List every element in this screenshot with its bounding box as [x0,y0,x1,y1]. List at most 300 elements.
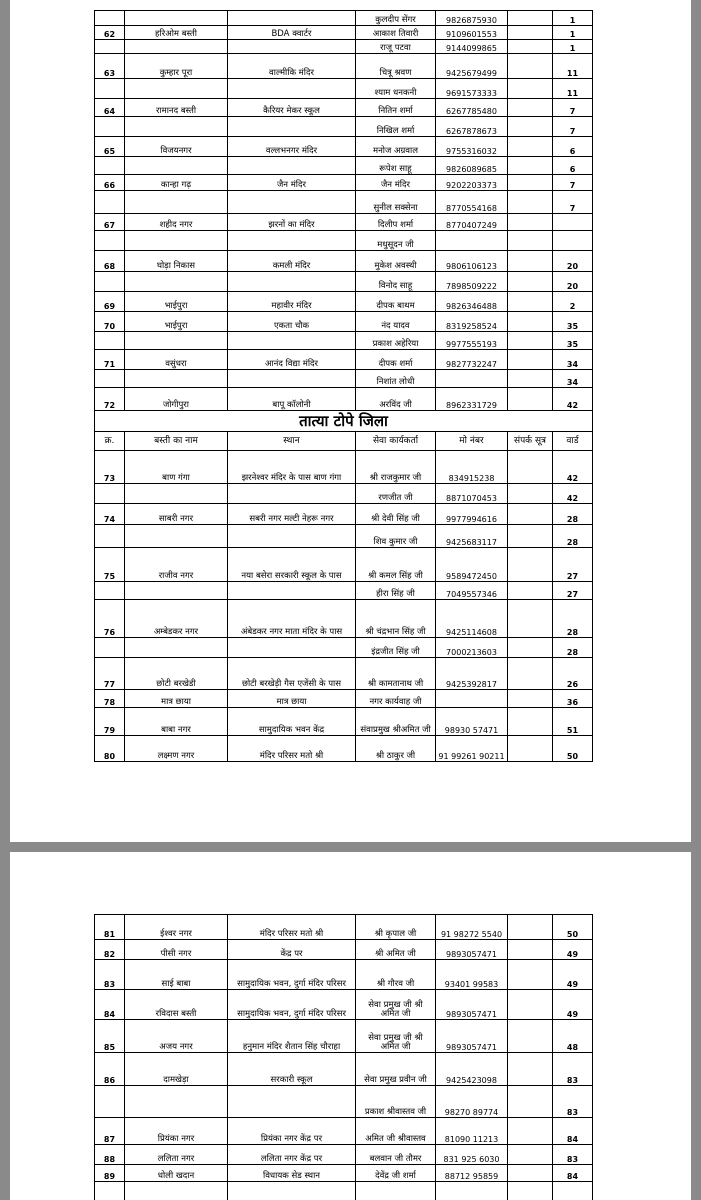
table-row [95,79,593,99]
mobile-cell [436,1182,508,1200]
column-header-mob: मो नंबर [436,432,508,451]
ward-cell: 34 [553,370,593,388]
ward-cell: 28 [553,600,593,638]
table-row [95,157,593,175]
ward-cell: 83 [553,1145,593,1165]
mobile-cell: 8962331729 [436,388,508,411]
ward-cell: 7 [553,99,593,117]
mobile-cell: 834915238 [436,451,508,484]
worker-cell: सेवा प्रमुख प्रवीन जी [356,1053,436,1086]
serial-cell: 70 [95,312,125,332]
location-cell: अंबेडकर नगर माता मंदिर के पास [228,600,356,638]
contact-cell [508,940,553,960]
basti-name-cell [125,582,228,600]
ward-cell: 6 [553,137,593,157]
worker-cell: जैन मंदिर [356,175,436,191]
ward-cell: 84 [553,1165,593,1182]
basti-name-cell [125,191,228,214]
mobile-cell: 8770554168 [436,191,508,214]
ward-cell: 6 [553,157,593,175]
basti-name-cell [125,272,228,292]
location-cell [228,370,356,388]
location-cell: एकता चौक [228,312,356,332]
table-row [95,582,593,600]
mobile-cell: 9109601553 [436,26,508,40]
column-header-sr: क्र. [95,432,125,451]
table-row [95,292,593,312]
table-row [95,548,593,582]
serial-cell: 69 [95,292,125,312]
contact-cell [508,54,553,79]
mobile-cell [436,231,508,251]
contact-cell [508,312,553,332]
serial-cell: 80 [95,736,125,762]
ward-cell: 1 [553,40,593,54]
ward-cell: 7 [553,175,593,191]
mobile-cell: 6267878673 [436,117,508,137]
table-row [95,1145,593,1165]
basti-name-cell [125,11,228,26]
worker-cell: दिलीप शर्मा [356,214,436,231]
mobile-cell: 88712 95859 [436,1165,508,1182]
table-row [95,940,593,960]
ward-cell: 83 [553,1053,593,1086]
mobile-cell [436,690,508,708]
worker-cell: श्याम धनकनी [356,79,436,99]
location-cell: सामुदायिक भवन, दुर्गा मंदिर परिसर [228,990,356,1020]
ward-cell: 49 [553,960,593,990]
table-row [95,99,593,117]
serial-cell: 68 [95,251,125,272]
serial-cell: 84 [95,990,125,1020]
ward-cell: 2 [553,292,593,312]
mobile-cell: 8770407249 [436,214,508,231]
table-row [95,11,593,26]
contact-cell [508,915,553,940]
basti-name-cell: दामखेड़ा [125,1053,228,1086]
contact-cell [508,26,553,40]
serial-cell [95,79,125,99]
worker-cell: आकाश तिवारी [356,26,436,40]
basti-name-cell: ईश्वर नगर [125,915,228,940]
ward-cell: 20 [553,272,593,292]
mobile-cell: 8871070453 [436,484,508,504]
column-header-karya: सेवा कार्यकर्ता [356,432,436,451]
serial-cell: 75 [95,548,125,582]
serial-cell: 65 [95,137,125,157]
worker-cell: विनोद साहू [356,272,436,292]
serial-cell: 67 [95,214,125,231]
contact-cell [508,157,553,175]
contact-cell [508,231,553,251]
location-cell: केंद्र पर [228,940,356,960]
document-page-1 [10,0,691,842]
worker-cell: बलवान जी तौमर [356,1145,436,1165]
table-row [95,1086,593,1118]
serial-cell: 88 [95,1145,125,1165]
mobile-cell: 9755316032 [436,137,508,157]
ward-cell: 84 [553,1118,593,1145]
worker-cell: श्री कृपाल जी [356,915,436,940]
contact-cell [508,708,553,736]
mobile-cell: 8319258524 [436,312,508,332]
ward-cell: 11 [553,54,593,79]
serial-cell: 71 [95,350,125,370]
basti-name-cell: भाईपुरा [125,312,228,332]
mobile-cell: 9977994616 [436,504,508,525]
ward-cell: 28 [553,504,593,525]
serial-cell: 77 [95,658,125,690]
worker-cell: श्री देवी सिंह जी [356,504,436,525]
table-row [95,736,593,762]
table-row [95,191,593,214]
serial-cell: 82 [95,940,125,960]
ward-cell: 49 [553,990,593,1020]
basti-name-cell: साई बाबा [125,960,228,990]
worker-cell: राजू पटवा [356,40,436,54]
contact-cell [508,1118,553,1145]
table-row [95,231,593,251]
contact-cell [508,350,553,370]
ward-cell: 83 [553,1086,593,1118]
location-cell: झरनेश्वर मंदिर के पास बाण गंगा [228,451,356,484]
worker-cell: श्री कामतानाथ जी [356,658,436,690]
table-row [95,54,593,79]
serial-cell: 85 [95,1020,125,1053]
contact-cell [508,292,553,312]
contact-cell [508,960,553,990]
serial-cell: 79 [95,708,125,736]
mobile-cell: 9893057471 [436,990,508,1020]
serial-cell: 72 [95,388,125,411]
column-header-basti: बस्ती का नाम [125,432,228,451]
contact-cell [508,191,553,214]
location-cell [228,1182,356,1200]
serial-cell [95,582,125,600]
mobile-cell: 93401 99583 [436,960,508,990]
contact-cell [508,600,553,638]
table-row [95,451,593,484]
basti-name-cell: छोटी बरखेडी [125,658,228,690]
ward-cell: 42 [553,451,593,484]
table-row [95,117,593,137]
location-cell: नया बसेरा सरकारी स्कूल के पास [228,548,356,582]
mobile-cell: 9826089685 [436,157,508,175]
ward-cell: 28 [553,638,593,658]
mobile-cell: 9893057471 [436,1020,508,1053]
serial-cell [95,11,125,26]
contact-cell [508,658,553,690]
table-row [95,388,593,411]
ward-cell: 34 [553,350,593,370]
basti-name-cell: हरिओम बस्ती [125,26,228,40]
worker-cell: रूपेश साहू [356,157,436,175]
worker-cell: सेवा प्रमुख जी श्री अमित जी [356,990,436,1020]
ward-cell: 7 [553,117,593,137]
mobile-cell: 91 98272 5540 [436,915,508,940]
ward-cell [553,214,593,231]
basti-name-cell: रविदास बस्ती [125,990,228,1020]
worker-cell: कुलदीप सेंगर [356,11,436,26]
contact-cell [508,332,553,350]
worker-cell: निखिल शर्मा [356,117,436,137]
mobile-cell: 81090 11213 [436,1118,508,1145]
ward-cell: 49 [553,940,593,960]
basti-name-cell: पीसी नगर [125,940,228,960]
table-row [95,658,593,690]
location-cell [228,638,356,658]
location-cell: छोटी बरखेड़ी गैस एजेंसी के पास [228,658,356,690]
contact-cell [508,40,553,54]
serial-cell: 78 [95,690,125,708]
table-row [95,251,593,272]
ward-cell: 26 [553,658,593,690]
basti-name-cell [125,157,228,175]
worker-cell: प्रकाश अहेरिया [356,332,436,350]
worker-cell: श्री अमित जी [356,940,436,960]
basti-name-cell: लक्ष्मण नगर [125,736,228,762]
basti-name-cell: घोड़ा निकास [125,251,228,272]
serial-cell: 74 [95,504,125,525]
location-cell: विधायक सेड स्थान [228,1165,356,1182]
mobile-cell: 7898509222 [436,272,508,292]
basti-name-cell: धोली खदान [125,1165,228,1182]
table-row [95,915,593,940]
location-cell [228,11,356,26]
location-cell [228,231,356,251]
basti-name-cell: वसुंधरा [125,350,228,370]
worker-cell: चित्रू श्रवण [356,54,436,79]
location-cell [228,1086,356,1118]
ward-cell: 42 [553,388,593,411]
contact-cell [508,117,553,137]
location-cell: हनुमान मंदिर शैतान सिंह चौराहा [228,1020,356,1053]
location-cell: सरकारी स्कूल [228,1053,356,1086]
serial-cell: 76 [95,600,125,638]
table-row [95,1020,593,1053]
contact-cell [508,1053,553,1086]
serial-cell: 64 [95,99,125,117]
mobile-cell: 9425683117 [436,525,508,548]
contact-cell [508,504,553,525]
basti-name-cell: अम्बेडकर नगर [125,600,228,638]
district-title-row [95,411,593,432]
location-cell: आनंद विद्या मंदिर [228,350,356,370]
contact-cell [508,11,553,26]
basti-name-cell: कान्हा गढ़ [125,175,228,191]
table-row [95,1053,593,1086]
table-row [95,137,593,157]
location-cell [228,117,356,137]
serial-cell: 66 [95,175,125,191]
contact-cell [508,370,553,388]
location-cell: कैरियर मेकर स्कूल [228,99,356,117]
worker-cell: नगर कार्यवाह जी [356,690,436,708]
worker-cell: रणजीत जी [356,484,436,504]
mobile-cell: 9827732247 [436,350,508,370]
worker-cell: सेवा प्रमुख जी श्री अमित जी [356,1020,436,1053]
worker-cell: देवेंद्र जी शर्मा [356,1165,436,1182]
ward-cell: 27 [553,548,593,582]
basti-name-cell: मात्र छाया [125,690,228,708]
worker-cell: प्रकाश श्रीवास्तव जी [356,1086,436,1118]
mobile-cell: 831 925 6030 [436,1145,508,1165]
worker-cell: नंद यादव [356,312,436,332]
serial-cell [95,231,125,251]
column-header-ward: वार्ड [553,432,593,451]
mobile-cell: 9144099865 [436,40,508,54]
basti-name-cell [125,525,228,548]
basti-name-cell [125,1182,228,1200]
basti-name-cell: शहीद नगर [125,214,228,231]
ward-cell: 1 [553,26,593,40]
worker-cell [356,1182,436,1200]
seva-table-page-2 [94,914,593,1200]
worker-cell: संवाप्रमुख श्रीअमित जी [356,708,436,736]
serial-cell [95,638,125,658]
ward-cell: 11 [553,79,593,99]
column-header-sthan: स्थान [228,432,356,451]
worker-cell: निशांत लोधी [356,370,436,388]
contact-cell [508,451,553,484]
contact-cell [508,175,553,191]
basti-name-cell: विजयनगर [125,137,228,157]
contact-cell [508,548,553,582]
serial-cell [95,1086,125,1118]
ward-cell: 20 [553,251,593,272]
worker-cell: अमित जी श्रीवास्तव [356,1118,436,1145]
mobile-cell: 7049557346 [436,582,508,600]
table-row [95,332,593,350]
worker-cell: शिव कुमार जी [356,525,436,548]
table-row [95,638,593,658]
location-cell [228,191,356,214]
serial-cell [95,117,125,137]
basti-name-cell: साबरी नगर [125,504,228,525]
location-cell [228,525,356,548]
serial-cell: 87 [95,1118,125,1145]
worker-cell: श्री ठाकुर जी [356,736,436,762]
contact-cell [508,1182,553,1200]
location-cell: झरनों का मंदिर [228,214,356,231]
location-cell: सामुदायिक भवन, दुर्गा मंदिर परिसर [228,960,356,990]
contact-cell [508,272,553,292]
contact-cell [508,582,553,600]
contact-cell [508,1020,553,1053]
basti-name-cell [125,638,228,658]
mobile-cell: 98270 89774 [436,1086,508,1118]
contact-cell [508,214,553,231]
table-row [95,272,593,292]
serial-cell [95,40,125,54]
mobile-cell: 98930 57471 [436,708,508,736]
ward-cell: 35 [553,332,593,350]
mobile-cell: 9806106123 [436,251,508,272]
mobile-cell: 9425114608 [436,600,508,638]
location-cell: मंदिर परिसर मतो श्री [228,915,356,940]
basti-name-cell: ललिता नगर [125,1145,228,1165]
table-row [95,525,593,548]
location-cell: कमली मंदिर [228,251,356,272]
basti-name-cell [125,40,228,54]
mobile-cell: 91 99261 90211 [436,736,508,762]
mobile-cell: 9826346488 [436,292,508,312]
ward-cell: 51 [553,708,593,736]
location-cell [228,272,356,292]
basti-name-cell [125,484,228,504]
contact-cell [508,990,553,1020]
location-cell: जैन मंदिर [228,175,356,191]
mobile-cell: 9691573333 [436,79,508,99]
serial-cell: 63 [95,54,125,79]
worker-cell: मनोज अग्रवाल [356,137,436,157]
location-cell [228,157,356,175]
location-cell: BDA क्वार्टर [228,26,356,40]
mobile-cell: 9893057471 [436,940,508,960]
location-cell: बापू कॉलोनी [228,388,356,411]
ward-cell [553,1182,593,1200]
basti-name-cell [125,332,228,350]
mobile-cell: 9826875930 [436,11,508,26]
table-row [95,1165,593,1182]
worker-cell: श्री राजकुमार जी [356,451,436,484]
serial-cell: 73 [95,451,125,484]
location-cell: वाल्मीकि मंदिर [228,54,356,79]
table-row [95,690,593,708]
table-row [95,1182,593,1200]
ward-cell: 1 [553,11,593,26]
table-header-row [95,432,593,451]
contact-cell [508,1165,553,1182]
serial-cell [95,272,125,292]
contact-cell [508,736,553,762]
location-cell [228,332,356,350]
worker-cell: मुकेश अवस्थी [356,251,436,272]
table-row [95,1118,593,1145]
ward-cell: 36 [553,690,593,708]
basti-name-cell: भाईपुरा [125,292,228,312]
contact-cell [508,484,553,504]
table-row [95,960,593,990]
basti-name-cell: अजय नगर [125,1020,228,1053]
basti-name-cell [125,79,228,99]
ward-cell: 7 [553,191,593,214]
location-cell [228,79,356,99]
contact-cell [508,137,553,157]
table-row [95,600,593,638]
worker-cell: श्री गौरव जी [356,960,436,990]
serial-cell [95,157,125,175]
serial-cell [95,1182,125,1200]
worker-cell: दीपक बाथम [356,292,436,312]
worker-cell: अरविंद जी [356,388,436,411]
location-cell [228,582,356,600]
contact-cell [508,79,553,99]
ward-cell: 50 [553,915,593,940]
mobile-cell: 7000213603 [436,638,508,658]
location-cell: प्रियंका नगर केंद्र पर [228,1118,356,1145]
table-row [95,312,593,332]
ward-cell [553,231,593,251]
serial-cell: 62 [95,26,125,40]
serial-cell: 81 [95,915,125,940]
basti-name-cell: राजीव नगर [125,548,228,582]
table-row [95,370,593,388]
ward-cell: 27 [553,582,593,600]
worker-cell: नितिन शर्मा [356,99,436,117]
ward-cell: 48 [553,1020,593,1053]
location-cell: मंदिर परिसर मतो श्री [228,736,356,762]
